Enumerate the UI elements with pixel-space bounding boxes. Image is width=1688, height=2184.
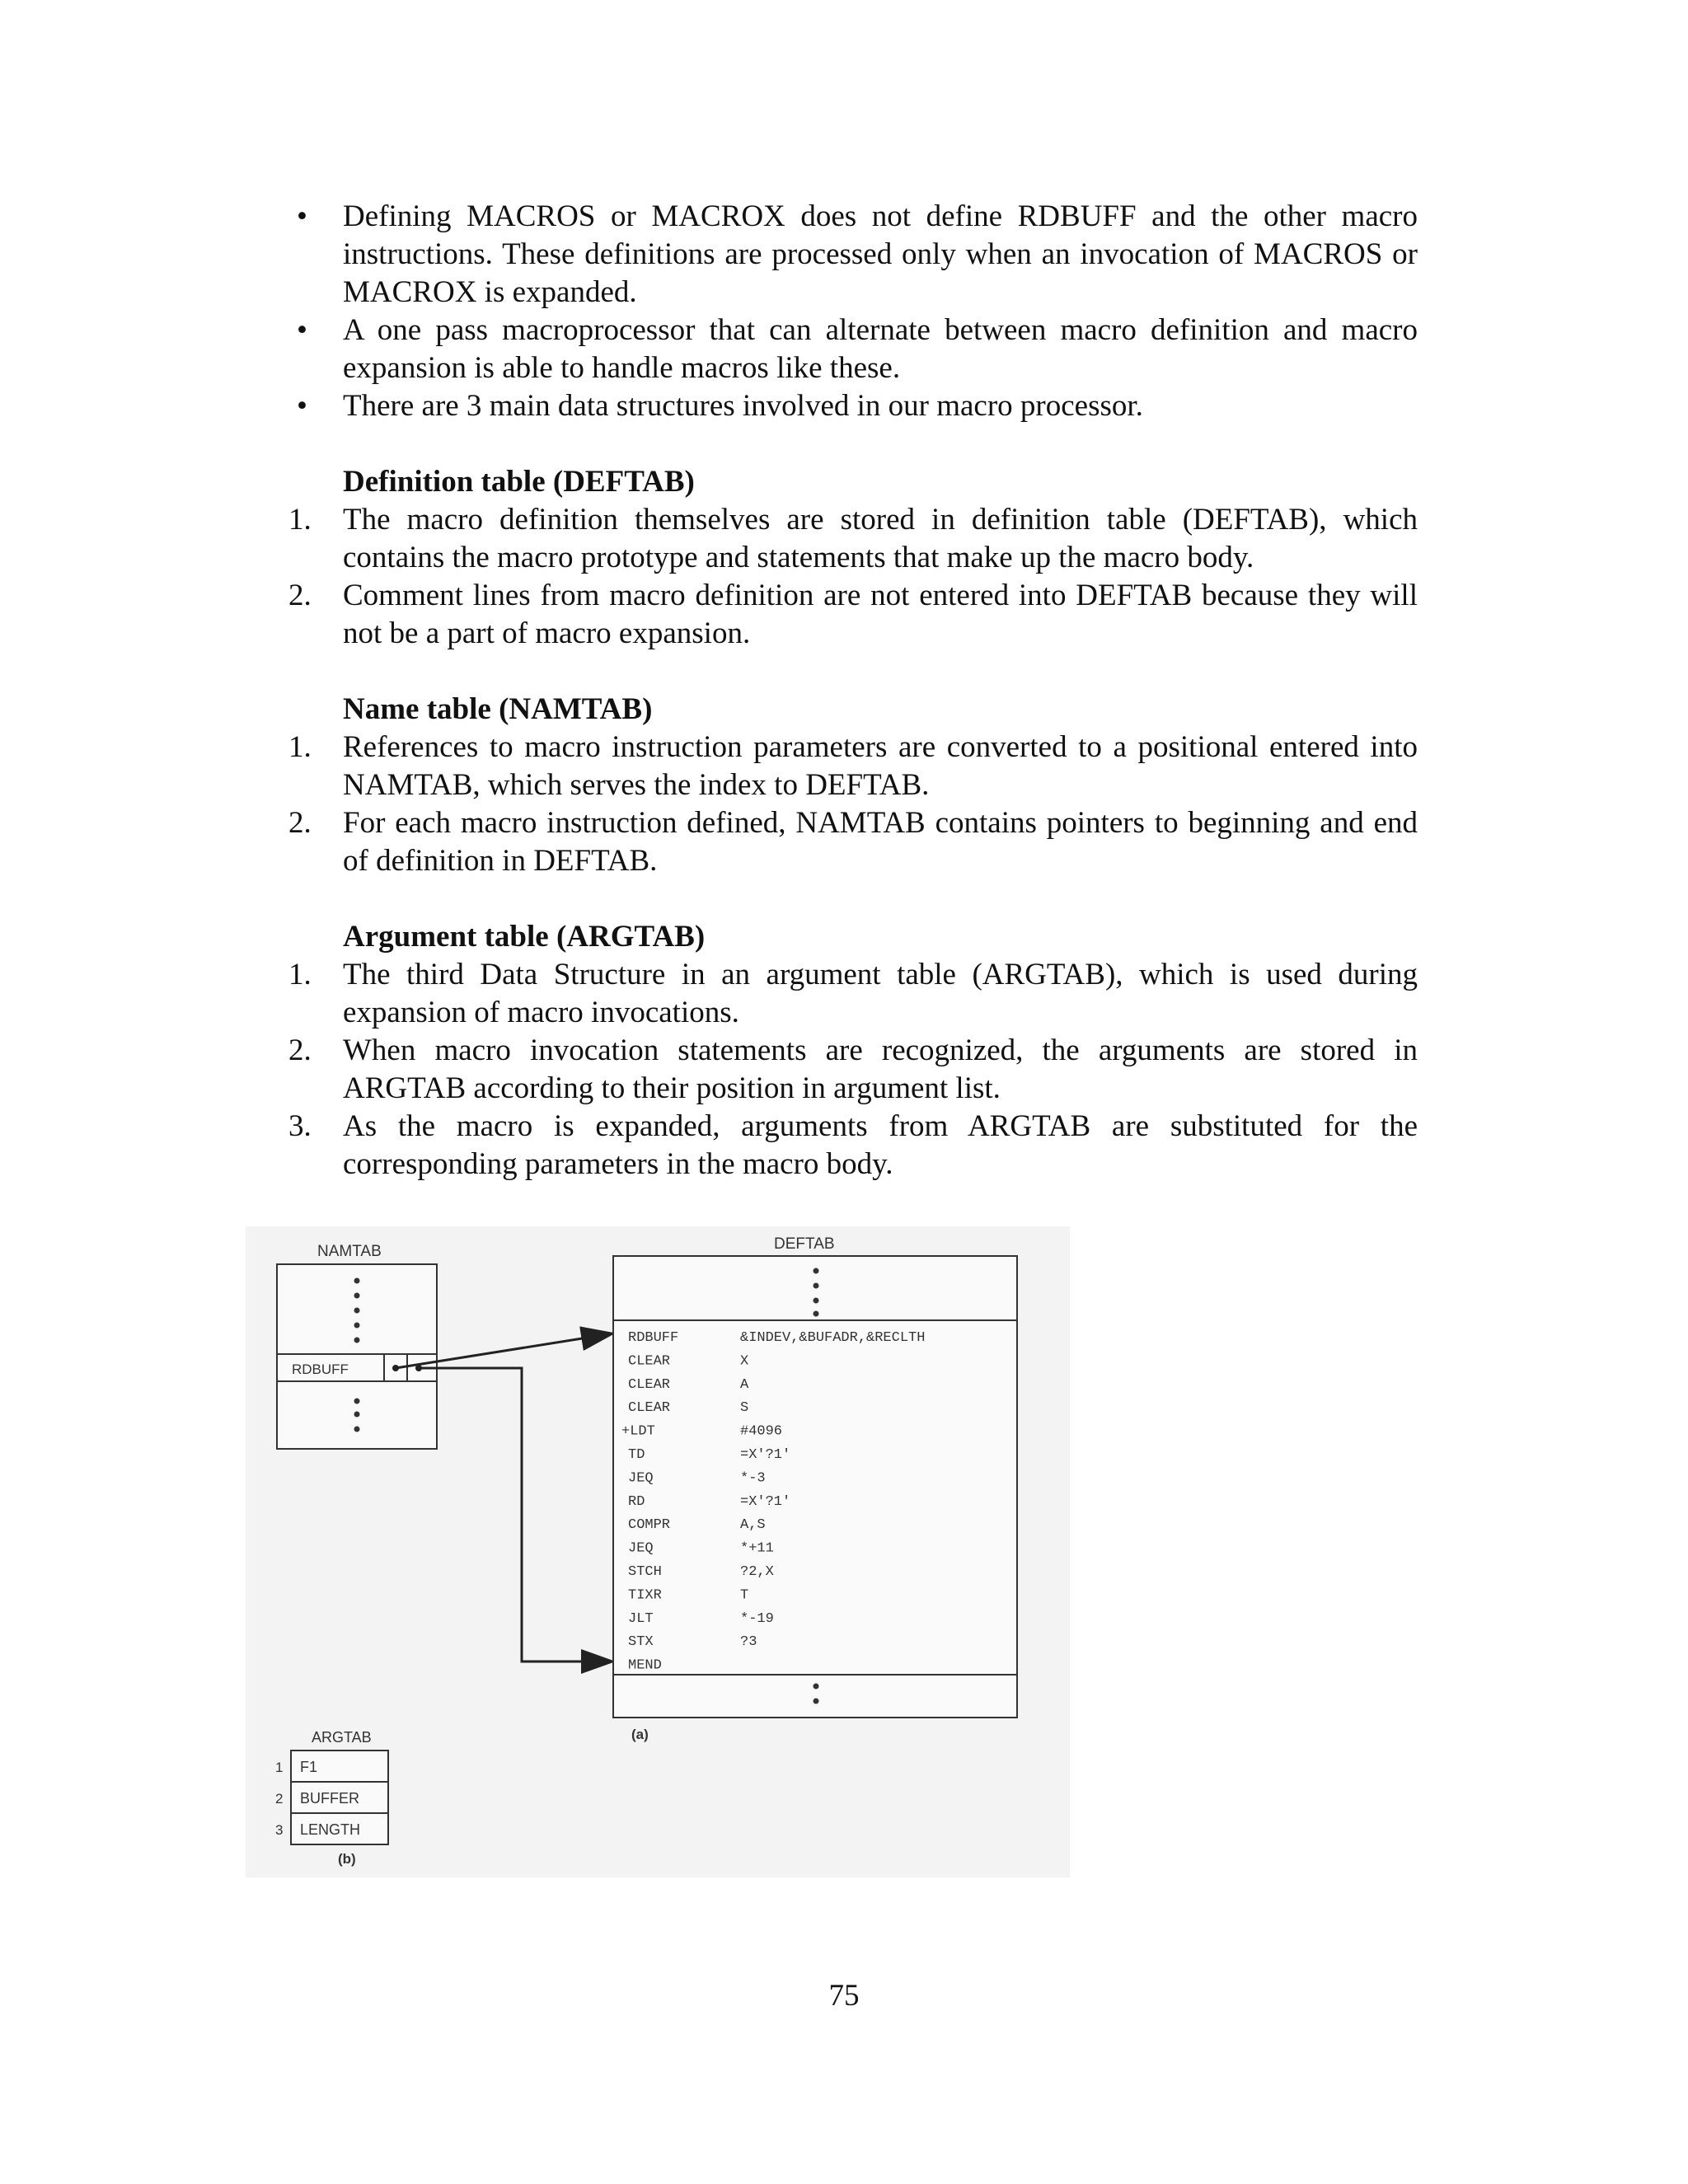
list-number: 1. (288, 958, 312, 991)
list-text: As the macro is expanded, arguments from ARGTAB are substituted for the corresponding parameters in the macro body. (343, 1109, 1418, 1181)
list-number: 2. (288, 806, 312, 840)
argtab-index: 2 (275, 1791, 284, 1807)
deftab-opcode: COMPR (628, 1517, 671, 1534)
list-item (288, 501, 1418, 577)
list-text: Comment lines from macro definition are not entered into DEFTAB because they will not be a part of macro expansion. (343, 579, 1418, 650)
list-number: 2. (288, 1033, 312, 1067)
deftab-operand: #4096 (740, 1423, 783, 1440)
deftab-operand: =X'?1' (740, 1493, 791, 1510)
section-heading-deftab: Definition table (DEFTAB) (343, 465, 695, 499)
argtab-title: ARGTAB (312, 1729, 372, 1746)
bullet-text: Defining MACROS or MACROX does not define RDBUFF and the other macro instructions. These definitions are processed only when an invocation of MACROS or MACROX is expanded. (343, 199, 1418, 309)
bullet-item (288, 387, 1418, 425)
deftab-operand: *+11 (740, 1540, 774, 1557)
deftab-operand: ?3 (740, 1634, 757, 1651)
list-text: When macro invocation statements are recognized, the arguments are stored in ARGTAB according to their position in argument list. (343, 1033, 1418, 1105)
bullet-marker: • (297, 389, 307, 423)
bullet-marker: • (297, 199, 307, 233)
deftab-operand: &INDEV,&BUFADR,&RECLTH (740, 1330, 926, 1346)
bullet-item (288, 198, 1418, 312)
bullet-text: There are 3 main data structures involved in our macro processor. (343, 389, 1143, 423)
list-number: 2. (288, 579, 312, 612)
namtab-title: NAMTAB (317, 1243, 382, 1260)
deftab-opcode: STCH (628, 1564, 662, 1580)
list-item (288, 804, 1418, 880)
deftab-operand: *-3 (740, 1470, 766, 1487)
caption-a: (a) (631, 1727, 649, 1742)
deftab-operand: T (740, 1587, 749, 1604)
list-text: References to macro instruction parameters are converted to a positional entered into NAMTAB, which serves the index to DEFTAB. (343, 730, 1418, 802)
deftab-opcode: RD (628, 1493, 645, 1510)
deftab-opcode: RDBUFF (628, 1330, 679, 1346)
list-item (288, 956, 1418, 1032)
deftab-box (613, 1256, 1017, 1718)
list-item (288, 729, 1418, 804)
list-text: For each macro instruction defined, NAMTAB contains pointers to beginning and end of definition in DEFTAB. (343, 806, 1418, 878)
bullet-text: A one pass macroprocessor that can alternate between macro definition and macro expansion is able to handle macros like these. (343, 313, 1418, 385)
deftab-opcode: JEQ (628, 1540, 654, 1557)
caption-b: (b) (338, 1851, 356, 1867)
page-number: 75 (828, 1979, 860, 2013)
deftab-opcode: STX (628, 1634, 654, 1651)
argtab-value: LENGTH (300, 1821, 361, 1838)
argtab-value: F1 (300, 1759, 318, 1775)
deftab-opcode: CLEAR (628, 1400, 671, 1417)
deftab-opcode: MEND (628, 1657, 662, 1674)
document-body (288, 198, 1418, 1183)
list-text: The macro definition themselves are stored in definition table (DEFTAB), which contains the macro prototype and statements that make up the macro body. (343, 503, 1418, 574)
deftab-opcode: +LDT (621, 1423, 655, 1440)
macro-tables-figure (246, 1226, 1070, 1877)
deftab-operand: =X'?1' (740, 1447, 791, 1463)
list-item (288, 1032, 1418, 1108)
deftab-operand: S (740, 1400, 749, 1417)
argtab-index: 3 (275, 1822, 284, 1838)
section-heading-namtab: Name table (NAMTAB) (343, 692, 653, 726)
list-item (288, 1108, 1418, 1183)
figure-diagram (246, 1226, 1070, 1877)
deftab-operand: A,S (740, 1517, 766, 1534)
deftab-opcode: CLEAR (628, 1376, 671, 1393)
deftab-title: DEFTAB (774, 1235, 835, 1253)
list-text: The third Data Structure in an argument table (ARGTAB), which is used during expansion of macro invocations. (343, 958, 1418, 1029)
deftab-opcode: TD (628, 1447, 645, 1463)
deftab-operand: *-19 (740, 1610, 774, 1627)
deftab-operand: A (740, 1376, 749, 1393)
deftab-opcode: CLEAR (628, 1353, 671, 1370)
argtab-table (275, 1750, 388, 1844)
deftab-opcode: JEQ (628, 1470, 654, 1487)
deftab-operand: ?2,X (740, 1564, 774, 1580)
namtab-box (277, 1264, 437, 1449)
bullet-marker: • (297, 313, 307, 347)
bullet-item (288, 312, 1418, 387)
argtab-value: BUFFER (300, 1790, 359, 1807)
deftab-opcode: TIXR (628, 1587, 662, 1604)
list-number: 1. (288, 503, 312, 537)
list-number: 3. (288, 1109, 312, 1143)
list-item (288, 577, 1418, 653)
section-heading-argtab: Argument table (ARGTAB) (343, 920, 706, 954)
deftab-opcode: JLT (628, 1610, 654, 1627)
deftab-operand: X (740, 1353, 749, 1370)
argtab-index: 1 (275, 1760, 284, 1775)
pointer-end-arrow (419, 1368, 613, 1661)
namtab-entry: RDBUFF (292, 1361, 349, 1377)
list-number: 1. (288, 730, 312, 764)
